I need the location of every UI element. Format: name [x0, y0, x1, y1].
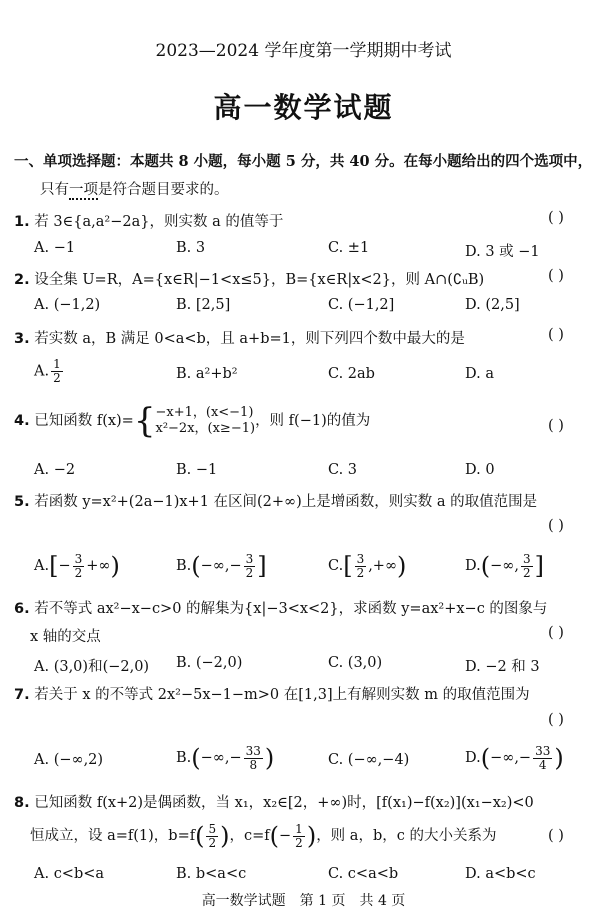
numerator: 1 [295, 821, 303, 836]
option-label: B. [176, 558, 192, 574]
fraction [521, 553, 533, 580]
question-number: 8. [14, 795, 30, 811]
denominator: 2 [245, 565, 254, 580]
question-3 [14, 327, 465, 348]
option-b: B. −1 [176, 462, 218, 478]
piecewise-brace: { [133, 401, 156, 441]
option-b: B. a²+b² [176, 366, 238, 382]
bracket-right: ] [534, 552, 544, 580]
bracket-right: ) [264, 744, 275, 772]
fraction [244, 553, 256, 580]
option-c: C. ±1 [328, 240, 370, 256]
expr: ,+∞ [368, 558, 398, 574]
option-c: C. 2ab [328, 366, 375, 382]
numerator: 5 [208, 821, 217, 836]
answer-blank: ( ) [548, 268, 564, 284]
exam-subtitle: 2023—2024 学年度第一学期期中考试 [155, 41, 452, 61]
option-d: D. 0 [465, 462, 495, 478]
bracket-left: ( [480, 552, 491, 580]
question-7 [14, 683, 530, 704]
question-text: 若实数 a，B 满足 0<a<b，且 a+b=1，则下列四个数中最大的是 [34, 331, 465, 347]
fraction [293, 823, 305, 850]
denominator: 2 [53, 371, 61, 385]
option-d: D. a<b<c [465, 866, 536, 882]
denominator: 2 [295, 835, 303, 850]
question-1 [14, 210, 283, 231]
option-a: A. (3,0)和(−2,0) [34, 659, 150, 675]
fraction [244, 745, 263, 772]
expr: −∞,− [200, 558, 242, 574]
bracket-left: [ [343, 552, 353, 580]
page-title: 高一数学试题 [213, 91, 394, 124]
question-text-post: ，则 f(−1)的值为 [255, 413, 371, 429]
answer-blank: ( ) [548, 625, 564, 641]
expr: +∞ [86, 558, 111, 574]
option-label: B. [176, 750, 192, 766]
section-line2-post: 是符合题目要求的。 [98, 182, 229, 198]
option-a: A. c<b<a [34, 866, 105, 882]
option-b [176, 552, 267, 580]
bracket-left: ( [191, 552, 201, 580]
question-text: 若 3∈{a,a²−2a}，则实数 a 的值等于 [34, 214, 284, 230]
emphasis-dots: 一项 [69, 182, 98, 198]
section-line2-pre: 只有 [40, 182, 69, 198]
option-b: B. (−2,0) [176, 655, 243, 671]
answer-blank: ( ) [548, 712, 564, 728]
option-c [328, 552, 406, 580]
numerator: 3 [74, 551, 83, 566]
section-heading [14, 152, 592, 172]
section-heading-line2 [40, 178, 229, 199]
option-a [34, 552, 120, 580]
expr: − [279, 828, 292, 844]
denominator: 2 [356, 565, 365, 580]
answer-blank: ( ) [548, 210, 564, 226]
option-c: C. (3,0) [328, 655, 383, 671]
question-text: 若关于 x 的不等式 2x²−5x−1−m>0 在[1,3]上有解则实数 m 的取值范围为 [34, 687, 530, 703]
bracket-right: ) [220, 822, 230, 850]
option-b: B. 3 [176, 240, 206, 256]
question-8-line2 [30, 822, 496, 850]
numerator: 3 [356, 551, 365, 566]
expr: −∞, [490, 558, 519, 574]
question-6 [14, 597, 547, 618]
denominator: 4 [538, 757, 547, 772]
fraction [51, 358, 63, 385]
question-8 [14, 791, 534, 812]
page-footer: 高一数学试题 第 1 页 共 4 页 [201, 893, 406, 909]
option-a [34, 358, 65, 385]
answer-blank: ( ) [548, 327, 564, 343]
option-a: A. −1 [34, 240, 76, 256]
question-text: 已知函数 f(x+2)是偶函数，当 x₁，x₂∈[2，+∞)时，[f(x₁)−f(x₂)](x₁−x₂)<0 [34, 795, 534, 811]
bracket-right: ) [306, 822, 317, 850]
option-b: B. [2,5] [176, 297, 231, 313]
option-label: C. [328, 558, 344, 574]
option-d: D. −2 和 3 [465, 659, 540, 675]
bracket-right: ) [554, 744, 564, 772]
option-label: D. [465, 750, 481, 766]
denominator: 2 [522, 565, 531, 580]
expr: −∞,− [200, 750, 242, 766]
question-number: 3. [14, 331, 30, 347]
bracket-left: ( [191, 744, 201, 772]
bracket-left: ( [480, 744, 491, 772]
question-text: 已知函数 f(x)= [34, 413, 134, 429]
question-4 [14, 401, 371, 441]
case-1: −x+1，(x<−1) [155, 405, 254, 420]
option-c: C. (−∞,−4) [328, 752, 410, 768]
denominator: 2 [74, 565, 83, 580]
numerator: 3 [522, 551, 531, 566]
question-text: 若函数 y=x²+(2a−1)x+1 在区间(2+∞)上是增函数，则实数 a 的取值范围是 [34, 494, 538, 510]
answer-blank: ( ) [548, 828, 564, 844]
option-label: A. [34, 363, 50, 380]
question-number: 4. [14, 413, 30, 429]
question-number: 5. [14, 494, 30, 510]
section-heading-line1: 一、单项选择题：本题共 8 小题，每小题 5 分，共 40 分。在每小题给出的四个选项中， [14, 153, 593, 170]
fraction [206, 823, 218, 850]
bracket-right: ] [257, 552, 267, 580]
option-label: A. [34, 558, 50, 574]
option-c: C. 3 [328, 462, 358, 478]
bracket-right: ) [397, 552, 407, 580]
bracket-left: ( [195, 822, 205, 850]
option-a: A. −2 [34, 462, 76, 478]
bracket-right: ) [110, 552, 120, 580]
question-number: 6. [14, 601, 30, 617]
fraction [355, 553, 367, 580]
question-2 [14, 268, 484, 289]
expr: −∞,− [490, 750, 532, 766]
option-a: A. (−1,2) [34, 297, 101, 313]
option-d: D. a [465, 366, 494, 382]
question-number: 2. [14, 272, 30, 288]
option-c: C. (−1,2] [328, 297, 395, 313]
question-text: 若不等式 ax²−x−c>0 的解集为{x|−3<x<2}，求函数 y=ax²+x−c 的图象与 [34, 601, 548, 617]
case-2: x²−2x，(x≥−1) [155, 421, 256, 436]
option-b: B. b<a<c [176, 866, 247, 882]
bracket-left: [ [49, 552, 59, 580]
question-5 [14, 490, 537, 511]
question-6-line2: x 轴的交点 [30, 629, 101, 645]
option-d: D. (2,5] [465, 297, 520, 313]
option-b [176, 744, 274, 772]
question-text: 设全集 U=R，A={x∈R|−1<x≤5}，B={x∈R|x<2}，则 A∩(∁ᵤB) [34, 272, 485, 288]
expr: 恒成立，设 a=f(1)，b=f [30, 828, 196, 844]
expr: ，则 a，b，c 的大小关系为 [316, 828, 497, 844]
fraction [73, 553, 85, 580]
option-d: D. 3 或 −1 [465, 244, 540, 260]
numerator: 33 [535, 743, 551, 758]
question-number: 1. [14, 214, 30, 230]
option-a: A. (−∞,2) [34, 752, 104, 768]
bracket-left: ( [269, 822, 280, 850]
answer-blank: ( ) [548, 518, 564, 534]
denominator: 2 [208, 835, 217, 850]
option-label: D. [465, 558, 481, 574]
denominator: 8 [249, 757, 258, 772]
option-c: C. c<a<b [328, 866, 399, 882]
option-d [465, 744, 564, 772]
piecewise-cases [155, 405, 255, 437]
expr: − [58, 558, 71, 574]
fraction [533, 745, 552, 772]
option-d [465, 552, 544, 580]
numerator: 33 [245, 743, 261, 758]
numerator: 3 [245, 551, 254, 566]
numerator: 1 [53, 357, 61, 371]
answer-blank: ( ) [548, 418, 564, 434]
question-number: 7. [14, 687, 30, 703]
expr: ，c=f [229, 828, 270, 844]
